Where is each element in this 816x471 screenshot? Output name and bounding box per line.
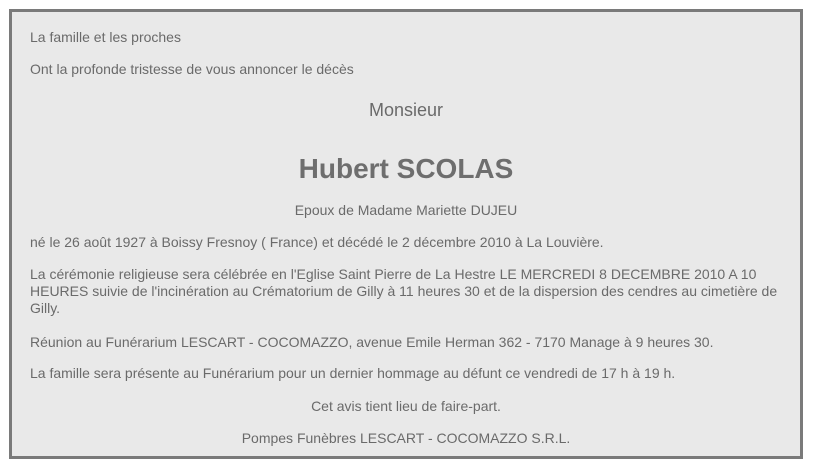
meeting-line: Réunion au Funérarium LESCART - COCOMAZZO, avenue Emile Herman 362 - 7170 Manage à 9 heures 30. (30, 334, 714, 350)
ceremony-paragraph: La cérémonie religieuse sera célébrée en l'Eglise Saint Pierre de La Hestre LE MERCREDI 8 DECEMBRE 2010 A 10 HEURES suivie de l'incinération au Crématorium de Gilly à 11 heures 30 et de la dispersion des cendres au cimetière de Gilly. (30, 266, 778, 316)
announcement-text: Ont la profonde tristesse de vous annoncer le décès (30, 61, 354, 77)
spouse-line: Epoux de Madame Mariette DUJEU (294, 202, 518, 218)
honorific-title: Monsieur (368, 100, 444, 120)
funeral-home-name: Pompes Funèbres LESCART - COCOMAZZO S.R.L. (241, 430, 571, 446)
intro-text: La famille et les proches (30, 29, 181, 45)
deceased-name: Hubert SCOLAS (298, 153, 514, 184)
death-notice-card (9, 9, 803, 459)
family-presence-line: La famille sera présente au Funérarium pour un dernier hommage au défunt ce vendredi de 17 h à 19 h. (30, 365, 676, 381)
birth-death-line: né le 26 août 1927 à Boissy Fresnoy ( France) et décédé le 2 décembre 2010 à La Louvière. (30, 234, 604, 250)
notice-statement: Cet avis tient lieu de faire-part. (311, 398, 501, 414)
